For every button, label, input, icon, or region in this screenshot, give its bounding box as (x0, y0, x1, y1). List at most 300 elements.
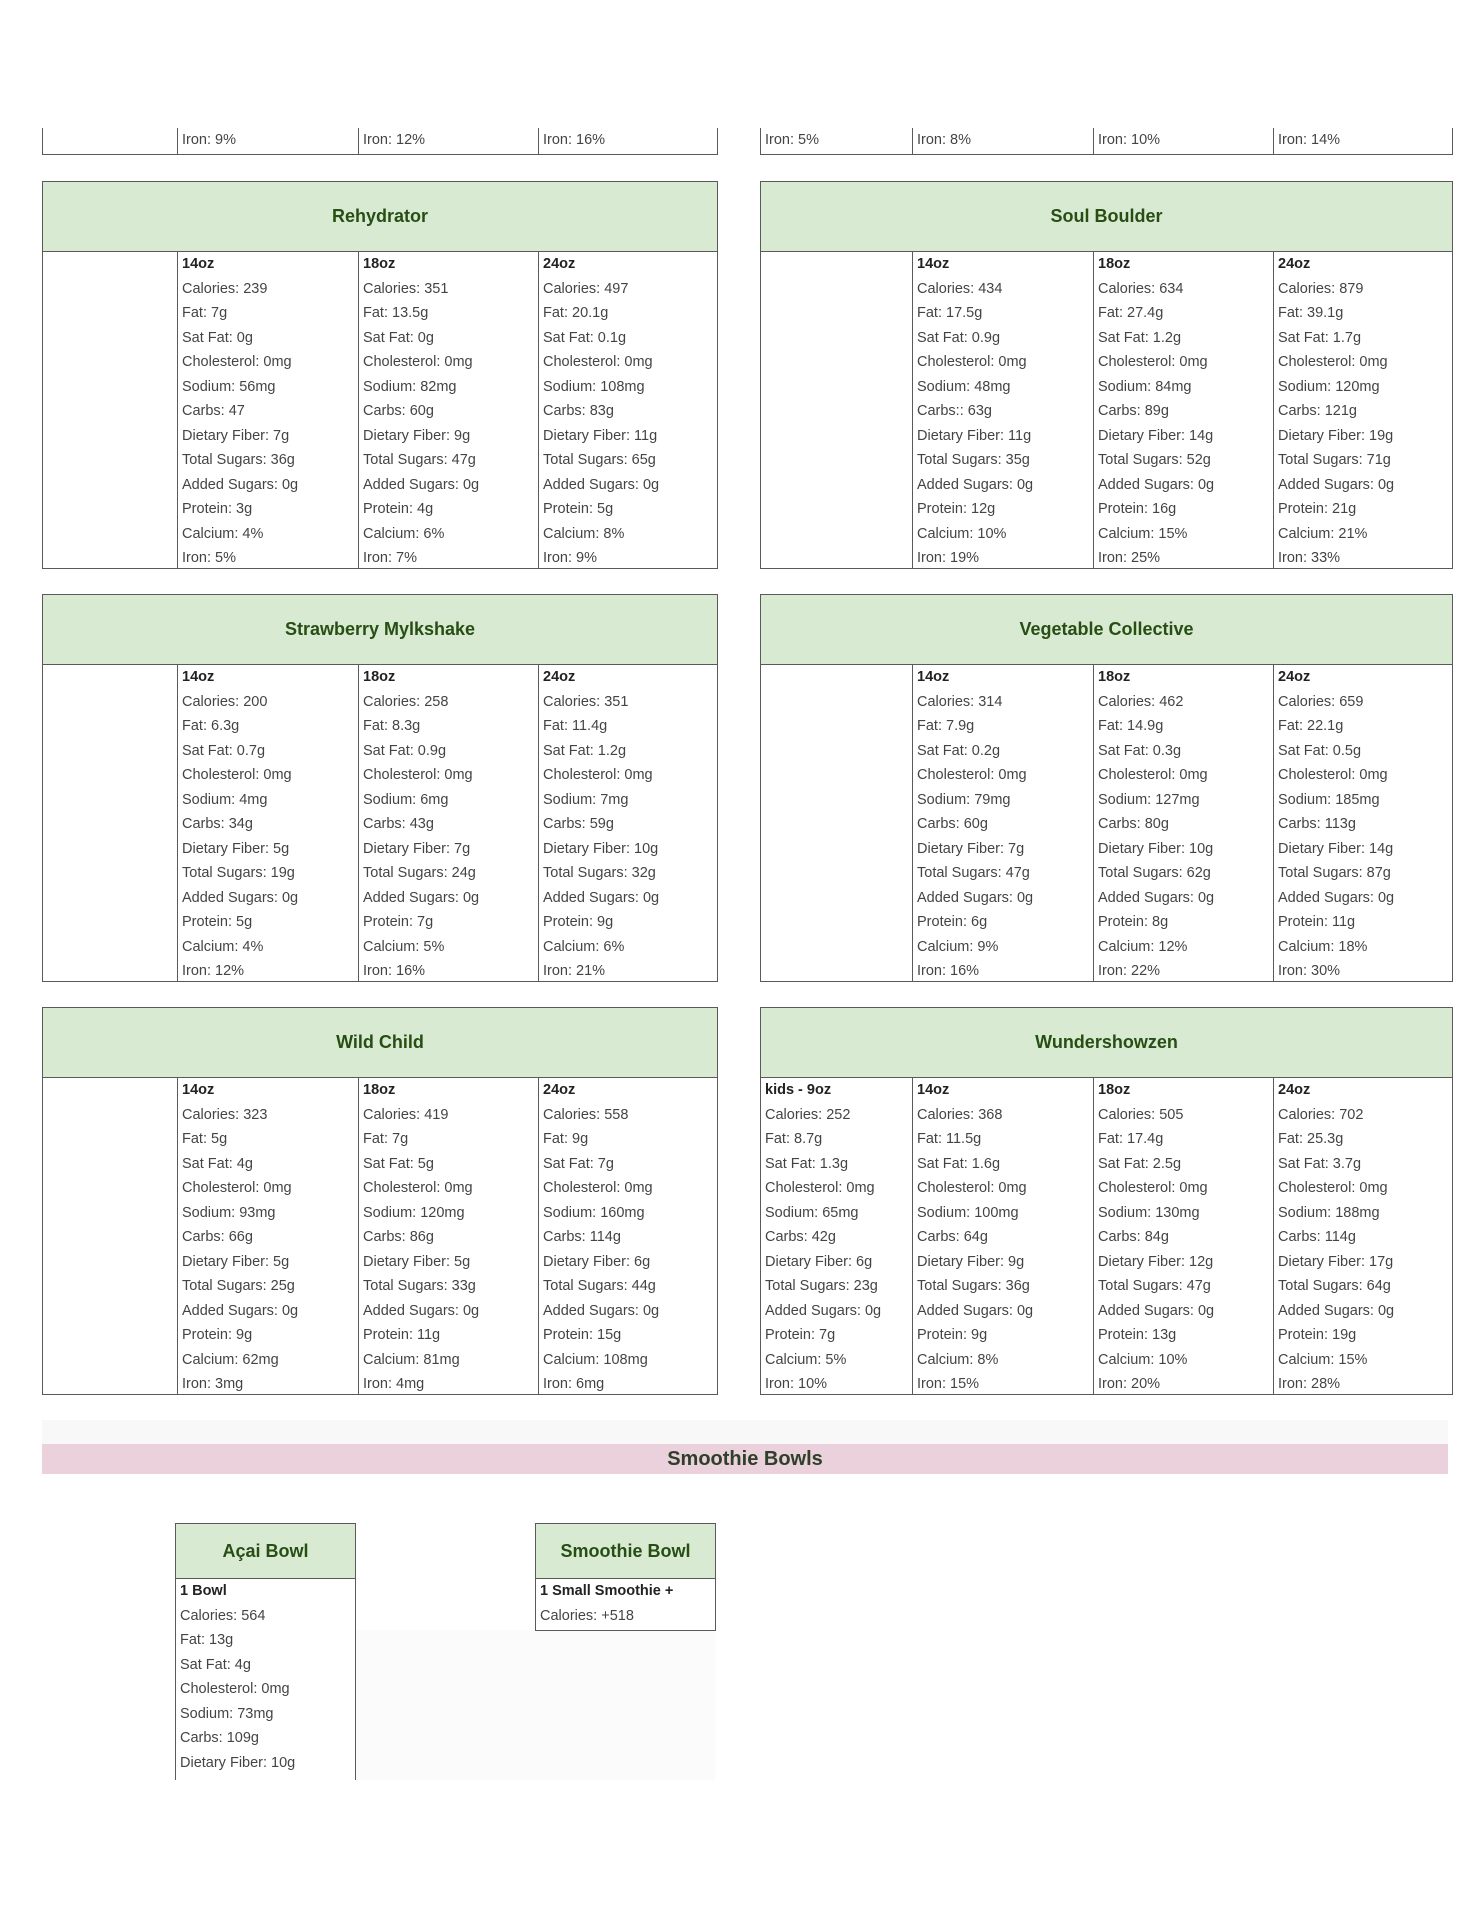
nutrient-row: Dietary Fiber: 9g (917, 1253, 1025, 1270)
partial-cell: Iron: 10% (1098, 132, 1161, 148)
nutrient-row: Calories: 239 (182, 280, 268, 297)
size-label: 18oz (1098, 256, 1131, 272)
nutrient-row: Added Sugars: 0g (363, 476, 480, 493)
nutrient-row: Total Sugars: 35g (917, 452, 1030, 468)
partial-cell: Iron: 16% (543, 132, 606, 148)
nutrient-row: Cholesterol: 0mg (1278, 1180, 1388, 1196)
nutrient-row: Added Sugars: 0g (1278, 476, 1395, 493)
nutrient-row: Total Sugars: 47g (917, 865, 1030, 881)
partial-cell: Iron: 12% (363, 132, 426, 148)
nutrient-row: Calcium: 21% (1278, 525, 1368, 542)
nutrient-row: Sodium: 160mg (543, 1204, 645, 1221)
partial-col (912, 128, 1093, 154)
drink-table-body (761, 665, 1452, 981)
size-label: 18oz (363, 669, 396, 685)
nutrient-row: Calcium: 12% (1098, 938, 1188, 955)
nutrient-row: Cholesterol: 0mg (1278, 354, 1388, 370)
nutrient-row: Fat: 22.1g (1278, 718, 1344, 734)
nutrient-row: Cholesterol: 0mg (1098, 1180, 1208, 1196)
nutrient-row: Calcium: 4% (182, 938, 264, 955)
size-column (912, 1078, 1093, 1394)
nutrient-row: Dietary Fiber: 6g (765, 1253, 873, 1270)
nutrient-row: Calcium: 10% (917, 525, 1007, 542)
size-column (43, 665, 177, 981)
nutrient-row: Calcium: 15% (1278, 1351, 1368, 1368)
nutrient-row: Dietary Fiber: 6g (543, 1253, 651, 1270)
nutrient-row: Sodium: 48mg (917, 378, 1011, 395)
size-label: 18oz (1098, 669, 1131, 685)
nutrient-row: Carbs: 84g (1098, 1229, 1169, 1245)
nutrient-row: Calcium: 108mg (543, 1351, 648, 1368)
nutrient-row: Sodium: 130mg (1098, 1204, 1200, 1221)
nutrient-row: Total Sugars: 36g (917, 1278, 1030, 1294)
nutrient-row: Total Sugars: 64g (1278, 1278, 1391, 1294)
nutrient-row: Dietary Fiber: 7g (363, 840, 471, 857)
nutrient-row: Calories: 659 (1278, 693, 1364, 710)
nutrient-row: Cholesterol: 0mg (917, 354, 1027, 370)
drink-table-rehydrator (42, 181, 718, 569)
drink-table-body (43, 665, 717, 981)
nutrient-row: Added Sugars: 0g (917, 889, 1034, 906)
size-label: 14oz (917, 1082, 950, 1098)
size-column (538, 252, 719, 568)
size-column (358, 1078, 538, 1394)
section-banner (42, 1444, 1448, 1474)
nutrient-row: Carbs: 121g (1278, 403, 1357, 419)
nutrient-row: Dietary Fiber: 7g (182, 427, 290, 444)
nutrient-row: Calcium: 81mg (363, 1351, 460, 1368)
nutrient-row: Sodium: 4mg (182, 791, 268, 808)
nutrient-row: Protein: 15g (543, 1327, 622, 1343)
nutrient-row: Calcium: 6% (363, 525, 445, 542)
nutrient-row: Cholesterol: 0mg (543, 354, 653, 370)
nutrient-row: Calories: 200 (182, 693, 268, 710)
nutrient-row: Sodium: 188mg (1278, 1204, 1380, 1221)
nutrient-row: Protein: 12g (917, 501, 996, 517)
nutrient-row: Calories: 434 (917, 280, 1003, 297)
drink-title: Soul Boulder (761, 182, 1452, 252)
nutrient-row: Calcium: 18% (1278, 938, 1368, 955)
nutrient-row: Dietary Fiber: 5g (363, 1253, 471, 1270)
nutrient-row: Calcium: 8% (917, 1351, 999, 1368)
partial-col (43, 128, 177, 154)
size-column (761, 1078, 912, 1394)
bowl-size: 1 Small Smoothie + (540, 1583, 674, 1599)
size-label (761, 252, 912, 277)
nutrient-row: Carbs: 89g (1098, 403, 1169, 419)
nutrient-row: Protein: 16g (1098, 501, 1177, 517)
nutrient-row: Sodium: 120mg (363, 1204, 465, 1221)
size-column (1093, 252, 1273, 568)
nutrient-row: Total Sugars: 47g (1098, 1278, 1211, 1294)
nutrient-row: Dietary Fiber: 5g (182, 840, 290, 857)
nutrient-row: Cholesterol: 0mg (363, 767, 473, 783)
size-label: 24oz (543, 1082, 576, 1098)
nutrient-row: Fat: 7g (182, 305, 228, 321)
nutrient-row: Total Sugars: 71g (1278, 452, 1391, 468)
nutrient-row: Dietary Fiber: 5g (182, 1253, 290, 1270)
nutrient-row: Fat: 17.4g (1098, 1131, 1164, 1147)
nutrient-row: Dietary Fiber: 14g (1098, 427, 1214, 444)
nutrient-row: Calories: 351 (543, 693, 629, 710)
nutrient-row: Carbs: 42g (765, 1229, 836, 1245)
nutrient-row: Sat Fat: 1.7g (1278, 329, 1362, 346)
nutrient-row: Fat: 11.4g (543, 718, 608, 734)
size-label (761, 665, 912, 690)
size-column (43, 1078, 177, 1394)
nutrient-row: Iron: 22% (1098, 963, 1161, 979)
drink-title: Vegetable Collective (761, 595, 1452, 665)
size-column (43, 252, 177, 568)
nutrient-row: Fat: 14.9g (1098, 718, 1164, 734)
bowl-card-acai (175, 1523, 356, 1780)
nutrient-row: Calories: 497 (543, 280, 629, 297)
nutrient-row: Carbs: 34g (182, 816, 253, 832)
nutrient-row: Total Sugars: 47g (363, 452, 476, 468)
nutrient-row: Sodium: 185mg (1278, 791, 1380, 808)
drink-table-wundershowzen (760, 1007, 1453, 1395)
nutrient-row: Calories: 258 (363, 693, 449, 710)
nutrient-row: Iron: 12% (182, 963, 245, 979)
size-label: 14oz (182, 669, 215, 685)
size-label: 24oz (543, 669, 576, 685)
nutrient-row: Sat Fat: 0.2g (917, 742, 1001, 759)
nutrient-row: Fat: 13g (180, 1632, 234, 1648)
nutrient-row: Iron: 16% (917, 963, 980, 979)
size-column (538, 1078, 719, 1394)
nutrient-row: Cholesterol: 0mg (182, 767, 292, 783)
nutrient-row: Iron: 10% (765, 1376, 828, 1392)
nutrient-row: Cholesterol: 0mg (363, 354, 473, 370)
nutrient-row: Calories: 368 (917, 1106, 1003, 1123)
nutrient-row: Fat: 13.5g (363, 305, 429, 321)
nutrient-row: Protein: 4g (363, 501, 434, 517)
nutrient-row: Sat Fat: 1.6g (917, 1155, 1001, 1172)
drink-table-body (761, 1078, 1452, 1394)
nutrient-row: Total Sugars: 52g (1098, 452, 1211, 468)
nutrient-row: Calories: 252 (765, 1106, 851, 1123)
size-column (761, 665, 912, 981)
nutrient-row: Total Sugars: 24g (363, 865, 476, 881)
size-label: 14oz (917, 256, 950, 272)
nutrient-row: Cholesterol: 0mg (765, 1180, 875, 1196)
nutrient-row: Cholesterol: 0mg (543, 767, 653, 783)
nutrient-row: Fat: 25.3g (1278, 1131, 1344, 1147)
size-label: 14oz (182, 1082, 215, 1098)
nutrient-row: Protein: 5g (182, 914, 253, 930)
nutrient-row: Carbs: 114g (1278, 1229, 1356, 1245)
drink-title: Wundershowzen (761, 1008, 1452, 1078)
bowl-title: Açai Bowl (175, 1523, 356, 1579)
drink-table-wild-child (42, 1007, 718, 1395)
nutrient-row: Iron: 16% (363, 963, 426, 979)
nutrient-row: Iron: 5% (182, 550, 236, 566)
nutrient-row: Fat: 9g (543, 1131, 589, 1147)
partial-cell (43, 128, 177, 153)
nutrient-row: Protein: 11g (363, 1327, 441, 1343)
nutrient-row: Protein: 19g (1278, 1327, 1357, 1343)
nutrient-row: Sat Fat: 0g (363, 329, 434, 346)
nutrient-row: Total Sugars: 32g (543, 865, 656, 881)
nutrient-row: Sodium: 7mg (543, 791, 629, 808)
nutrient-row: Sodium: 6mg (363, 791, 449, 808)
size-column (1273, 252, 1454, 568)
nutrient-row: Calcium: 5% (765, 1351, 847, 1368)
nutrient-row: Sodium: 84mg (1098, 378, 1192, 395)
nutrient-row: Added Sugars: 0g (1098, 1302, 1215, 1319)
nutrient-row: Sat Fat: 1.2g (1098, 329, 1182, 346)
nutrient-row: Carbs: 80g (1098, 816, 1169, 832)
nutrient-row: Protein: 6g (917, 914, 988, 930)
size-column (1273, 665, 1454, 981)
nutrient-row: Cholesterol: 0mg (1278, 767, 1388, 783)
nutrient-row: Sat Fat: 4g (182, 1155, 253, 1172)
nutrient-row: Cholesterol: 0mg (1098, 767, 1208, 783)
nutrient-row: Fat: 11.5g (917, 1131, 982, 1147)
nutrient-row: Cholesterol: 0mg (917, 767, 1027, 783)
nutrient-row: Calcium: 10% (1098, 1351, 1188, 1368)
nutrient-row: Protein: 11g (1278, 914, 1356, 930)
nutrient-row: Calories: 505 (1098, 1106, 1184, 1123)
drink-table-vegetable-collective (760, 594, 1453, 982)
drink-title: Strawberry Mylkshake (43, 595, 717, 665)
nutrient-row: Iron: 33% (1278, 550, 1341, 566)
nutrient-row: Total Sugars: 65g (543, 452, 656, 468)
size-label: 24oz (1278, 669, 1311, 685)
partial-col (1273, 128, 1453, 154)
nutrient-row: Protein: 13g (1098, 1327, 1177, 1343)
nutrient-row: Iron: 4mg (363, 1376, 425, 1392)
nutrient-row: Fat: 8.3g (363, 718, 421, 734)
nutrient-row: Carbs: 66g (182, 1229, 253, 1245)
nutrient-row: Fat: 5g (182, 1131, 228, 1147)
nutrient-row: Sat Fat: 4g (180, 1656, 251, 1673)
nutrient-row: Calories: 462 (1098, 693, 1184, 710)
nutrient-row: Calcium: 8% (543, 525, 625, 542)
nutrient-row: Sodium: 56mg (182, 378, 276, 395)
nutrient-row: Cholesterol: 0mg (1098, 354, 1208, 370)
nutrient-row: Dietary Fiber: 10g (543, 840, 659, 857)
nutrient-row: Dietary Fiber: 19g (1278, 427, 1394, 444)
drink-table-body (43, 252, 717, 568)
nutrient-row: Sodium: 79mg (917, 791, 1011, 808)
size-column (177, 1078, 358, 1394)
nutrient-row: Added Sugars: 0g (917, 1302, 1034, 1319)
nutrient-row: Total Sugars: 62g (1098, 865, 1211, 881)
bowl-title: Smoothie Bowl (535, 1523, 716, 1579)
bowl-size: 1 Bowl (180, 1583, 227, 1599)
nutrient-row: Calories: 351 (363, 280, 449, 297)
nutrient-row: Cholesterol: 0mg (182, 1180, 292, 1196)
nutrient-row: Dietary Fiber: 11g (917, 427, 1032, 444)
bowl-area-shade (355, 1630, 715, 1780)
nutrient-row: Iron: 20% (1098, 1376, 1161, 1392)
nutrient-row: Added Sugars: 0g (182, 1302, 299, 1319)
nutrient-row: Sat Fat: 0.9g (363, 742, 447, 759)
nutrient-row: Protein: 5g (543, 501, 614, 517)
nutrient-row: Sat Fat: 2.5g (1098, 1155, 1182, 1172)
nutrient-row: Total Sugars: 87g (1278, 865, 1391, 881)
nutrient-row: Iron: 30% (1278, 963, 1341, 979)
section-title: Smoothie Bowls (667, 1447, 823, 1470)
nutrient-row: Calcium: 5% (363, 938, 445, 955)
nutrient-row: Cholesterol: 0mg (917, 1180, 1027, 1196)
partial-table-left (42, 128, 718, 155)
nutrient-row: Protein: 9g (182, 1327, 253, 1343)
nutrient-row: Iron: 7% (363, 550, 417, 566)
nutrient-row: Added Sugars: 0g (1098, 476, 1215, 493)
nutrient-row: Dietary Fiber: 11g (543, 427, 658, 444)
nutrient-row: Total Sugars: 44g (543, 1278, 656, 1294)
nutrient-row: Calcium: 9% (917, 938, 999, 955)
nutrient-row: Iron: 6mg (543, 1376, 605, 1392)
nutrient-row: Added Sugars: 0g (1278, 1302, 1395, 1319)
partial-col (761, 128, 912, 154)
nutrient-row: Fat: 7g (363, 1131, 409, 1147)
nutrient-row: Sat Fat: 3.7g (1278, 1155, 1362, 1172)
nutrient-row: Total Sugars: 23g (765, 1278, 878, 1294)
drink-title: Wild Child (43, 1008, 717, 1078)
nutrient-row: Calories: 702 (1278, 1106, 1364, 1123)
nutrient-row: Cholesterol: 0mg (543, 1180, 653, 1196)
nutrient-row: Calories: 558 (543, 1106, 629, 1123)
nutrient-row: Sodium: 65mg (765, 1204, 859, 1221)
size-label: 14oz (182, 256, 215, 272)
nutrient-row: Added Sugars: 0g (765, 1302, 882, 1319)
size-label: 14oz (917, 669, 950, 685)
nutrient-row: Carbs: 47 (182, 403, 245, 419)
nutrient-row: Iron: 15% (917, 1376, 980, 1392)
nutrient-row: Iron: 25% (1098, 550, 1161, 566)
nutrient-row: Calcium: 6% (543, 938, 625, 955)
nutrient-row: Iron: 9% (543, 550, 597, 566)
size-column (358, 252, 538, 568)
nutrient-row: Sat Fat: 5g (363, 1155, 434, 1172)
nutrient-row: Sodium: 108mg (543, 378, 645, 395)
partial-col (538, 128, 718, 154)
bowl-card-smoothie (535, 1523, 716, 1631)
nutrient-row: Iron: 21% (543, 963, 606, 979)
nutrient-row: Added Sugars: 0g (363, 1302, 480, 1319)
size-label: 24oz (1278, 256, 1311, 272)
nutrient-row: Total Sugars: 36g (182, 452, 295, 468)
nutrient-row: Added Sugars: 0g (543, 476, 660, 493)
nutrient-row: Sat Fat: 0g (182, 329, 253, 346)
nutrient-row: Calcium: 62mg (182, 1351, 279, 1368)
nutrient-row: Dietary Fiber: 14g (1278, 840, 1394, 857)
size-column (358, 665, 538, 981)
size-column (1093, 665, 1273, 981)
nutrient-row: Carbs: 109g (180, 1730, 259, 1746)
nutrient-row: Calories: 419 (363, 1106, 449, 1123)
nutrient-row: Sat Fat: 0.5g (1278, 742, 1362, 759)
nutrient-row: Fat: 6.3g (182, 718, 240, 734)
size-column (538, 665, 719, 981)
nutrient-row: Protein: 7g (363, 914, 434, 930)
nutrient-row: Total Sugars: 19g (182, 865, 295, 881)
nutrient-row: Carbs: 60g (363, 403, 434, 419)
drink-table-strawberry-mylkshake (42, 594, 718, 982)
partial-col (177, 128, 358, 154)
partial-cell: Iron: 5% (765, 132, 819, 148)
size-label (43, 1078, 177, 1103)
partial-col (1093, 128, 1273, 154)
nutrient-row: Sat Fat: 7g (543, 1155, 614, 1172)
size-label: 24oz (1278, 1082, 1311, 1098)
size-label (43, 252, 177, 277)
nutrient-row: Added Sugars: 0g (917, 476, 1034, 493)
nutrient-row: Protein: 21g (1278, 501, 1357, 517)
nutrient-row: Dietary Fiber: 12g (1098, 1253, 1214, 1270)
nutrient-row: Sat Fat: 1.3g (765, 1155, 849, 1172)
nutrient-row: Carbs: 43g (363, 816, 434, 832)
nutrient-row: Calories: 323 (182, 1106, 268, 1123)
nutrient-row: Fat: 7.9g (917, 718, 975, 734)
nutrient-row: Carbs: 64g (917, 1229, 988, 1245)
nutrient-row: Fat: 8.7g (765, 1131, 823, 1147)
size-column (177, 665, 358, 981)
nutrient-row: Carbs: 60g (917, 816, 988, 832)
nutrient-row: Added Sugars: 0g (543, 889, 660, 906)
size-column (912, 252, 1093, 568)
nutrient-row: Carbs:: 63g (917, 403, 992, 419)
nutrient-row: Sat Fat: 0.3g (1098, 742, 1182, 759)
partial-col (358, 128, 538, 154)
drink-table-soul-boulder (760, 181, 1453, 569)
nutrient-row: Sodium: 100mg (917, 1204, 1019, 1221)
nutrient-row: Sat Fat: 0.7g (182, 742, 266, 759)
nutrient-row: Added Sugars: 0g (1278, 889, 1395, 906)
nutrient-row: Iron: 19% (917, 550, 980, 566)
nutrient-row: Calories: 879 (1278, 280, 1364, 297)
nutrient-row: Dietary Fiber: 10g (180, 1754, 296, 1771)
partial-table-right (760, 128, 1453, 155)
nutrient-row: Dietary Fiber: 9g (363, 427, 471, 444)
nutrient-row: Dietary Fiber: 10g (1098, 840, 1214, 857)
size-label: 24oz (543, 256, 576, 272)
nutrient-row: Calories: +518 (540, 1607, 634, 1624)
drink-table-body (761, 252, 1452, 568)
drink-title: Rehydrator (43, 182, 717, 252)
nutrient-row: Protein: 9g (543, 914, 614, 930)
nutrient-row: Protein: 7g (765, 1327, 836, 1343)
nutrient-row: Protein: 3g (182, 501, 253, 517)
nutrient-row: Carbs: 83g (543, 403, 614, 419)
nutrient-row: Fat: 39.1g (1278, 305, 1344, 321)
size-label (43, 665, 177, 690)
nutrient-row: Sodium: 93mg (182, 1204, 276, 1221)
nutrient-row: Added Sugars: 0g (182, 889, 299, 906)
section-spacer (42, 1420, 1448, 1444)
size-label: kids - 9oz (765, 1082, 832, 1098)
size-column (1093, 1078, 1273, 1394)
nutrient-row: Dietary Fiber: 7g (917, 840, 1025, 857)
nutrient-row: Sat Fat: 1.2g (543, 742, 627, 759)
nutrient-row: Added Sugars: 0g (363, 889, 480, 906)
nutrient-row: Fat: 20.1g (543, 305, 609, 321)
nutrient-row: Added Sugars: 0g (182, 476, 299, 493)
nutrient-row: Dietary Fiber: 17g (1278, 1253, 1394, 1270)
nutrient-row: Sodium: 73mg (180, 1705, 274, 1722)
size-column (1273, 1078, 1454, 1394)
nutrient-row: Total Sugars: 25g (182, 1278, 295, 1294)
nutrient-row: Protein: 9g (917, 1327, 988, 1343)
size-column (912, 665, 1093, 981)
nutrient-row: Added Sugars: 0g (543, 1302, 660, 1319)
size-column (761, 252, 912, 568)
size-label: 18oz (363, 1082, 396, 1098)
nutrient-row: Sodium: 127mg (1098, 791, 1200, 808)
